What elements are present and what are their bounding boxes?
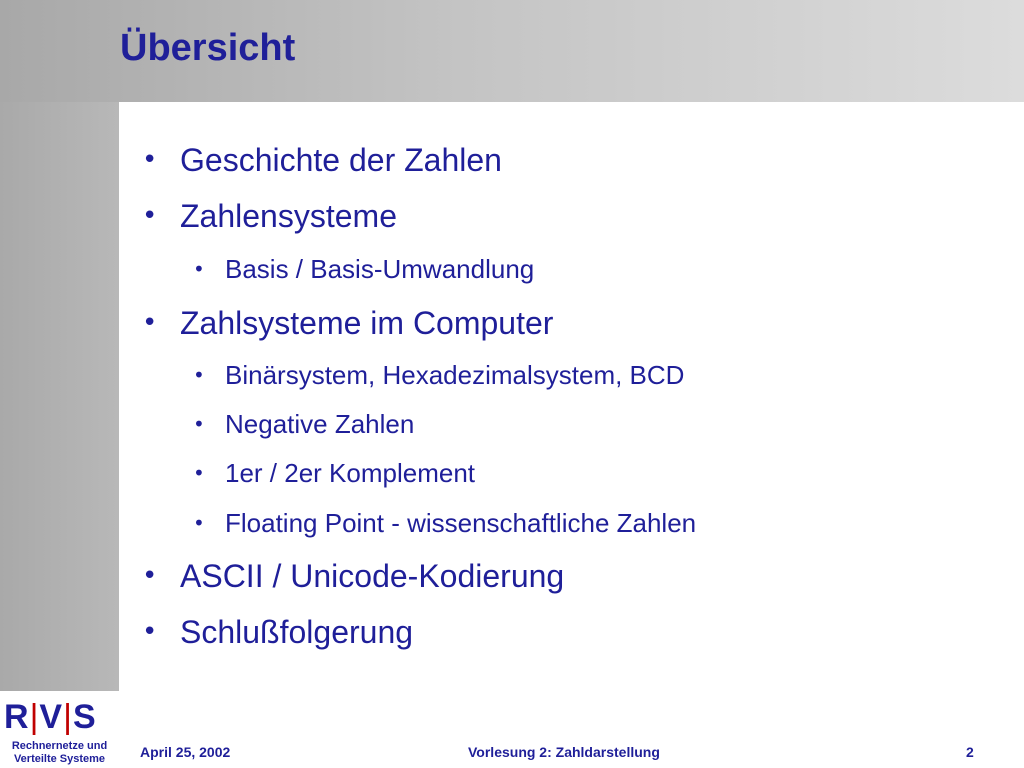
bullet-text: Zahlsysteme im Computer — [180, 305, 554, 341]
bullet-dot-icon: • — [193, 363, 205, 387]
bullet-dot-icon: • — [142, 201, 158, 231]
page-number: 2 — [966, 744, 974, 760]
slide-title: Übersicht — [120, 27, 296, 69]
sub-bullet-text: Basis / Basis-Umwandlung — [225, 254, 535, 284]
logo-caption-line-2: Verteilte Systeme — [13, 753, 106, 765]
footer-date: April 25, 2002 — [140, 744, 231, 760]
left-gray-band — [0, 0, 119, 691]
bullet-dot-icon: • — [142, 308, 158, 338]
bullet-dot-icon: • — [193, 511, 205, 535]
sub-bullet-item — [193, 359, 685, 391]
bullet-item — [142, 557, 565, 595]
logo-separator: | — [63, 698, 73, 736]
sub-bullet-text: Negative Zahlen — [225, 409, 415, 439]
content-area — [119, 102, 1024, 691]
bullet-dot-icon: • — [193, 412, 205, 436]
bullet-dot-icon: • — [193, 257, 205, 281]
rvs-logo-mark — [4, 697, 97, 737]
sub-bullet-item — [193, 253, 535, 285]
bullet-dot-icon: • — [142, 561, 158, 591]
bullet-item — [142, 141, 502, 179]
logo-letter-s: S — [72, 698, 97, 736]
sub-bullet-text: Binärsystem, Hexadezimalsystem, BCD — [225, 360, 685, 390]
rvs-logo — [0, 697, 119, 768]
sub-bullet-item — [193, 457, 476, 489]
bullet-dot-icon: • — [193, 461, 205, 485]
logo-separator: | — [29, 698, 40, 736]
logo-letter-r: R — [4, 698, 30, 736]
bullet-dot-icon: • — [142, 145, 158, 175]
logo-letter-v: V — [39, 698, 64, 736]
bullet-item — [142, 613, 414, 651]
bullet-item — [142, 304, 554, 342]
bullet-text: Geschichte der Zahlen — [180, 142, 502, 178]
footer-lecture-title: Vorlesung 2: Zahldarstellung — [468, 744, 660, 760]
bullet-dot-icon: • — [142, 617, 158, 647]
bullet-text: Schlußfolgerung — [180, 614, 414, 650]
sub-bullet-item — [193, 408, 415, 440]
sub-bullet-item — [193, 507, 697, 539]
sub-bullet-text: Floating Point - wissenschaftliche Zahlen — [225, 508, 697, 538]
bullet-text: Zahlensysteme — [180, 198, 397, 234]
bullet-item — [142, 197, 397, 235]
logo-caption-line-1: Rechnernetze und — [11, 740, 108, 752]
sub-bullet-text: 1er / 2er Komplement — [225, 458, 476, 488]
bullet-text: ASCII / Unicode-Kodierung — [180, 558, 565, 594]
